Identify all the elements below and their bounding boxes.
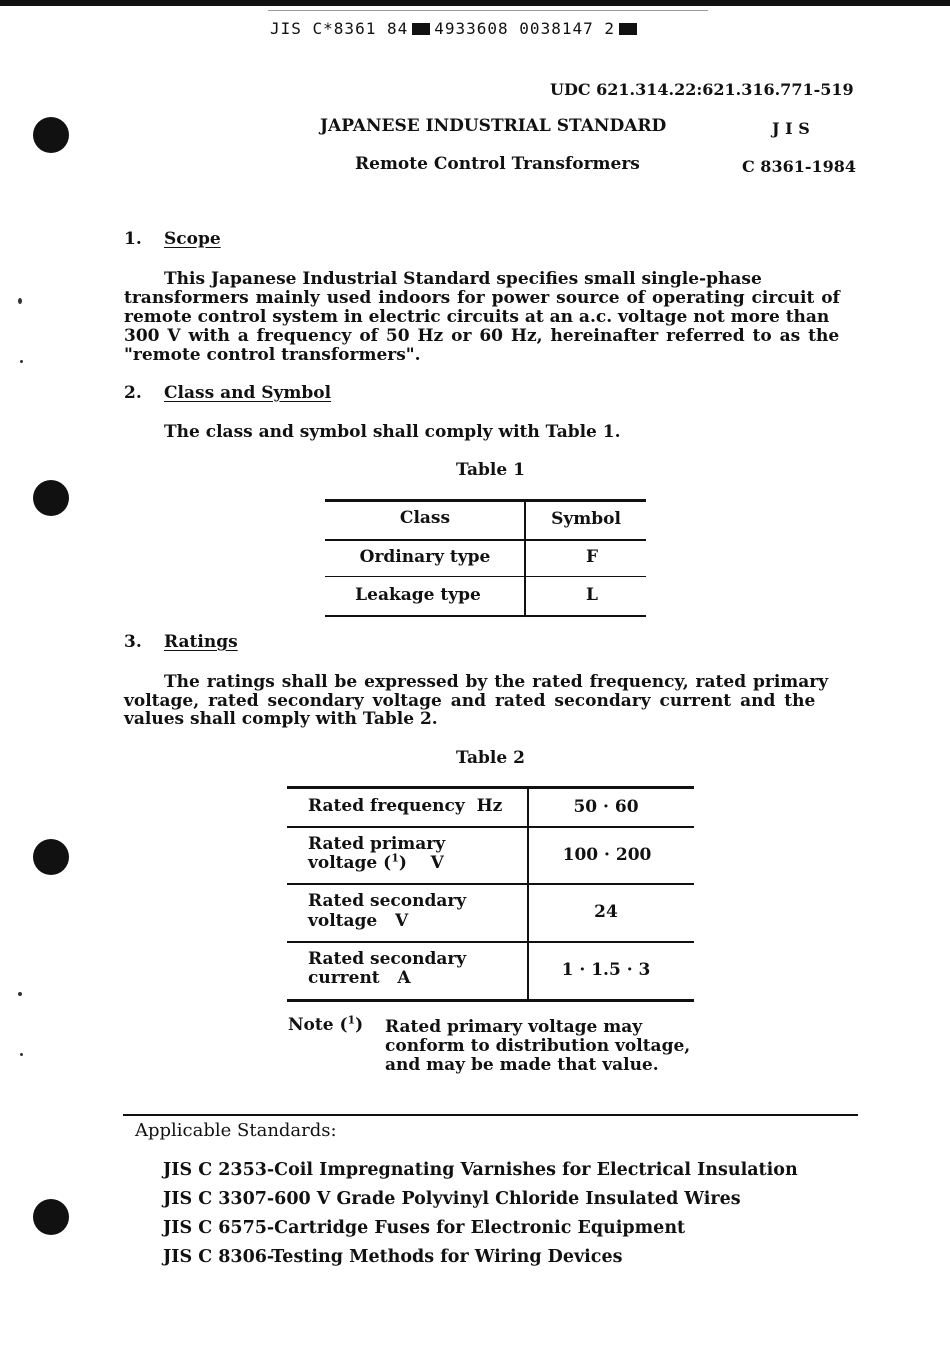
scope-line-3: remote control system in electric circuits at an a.c. voltage not more than — [124, 307, 830, 327]
table1-cell: Ordinary type — [359, 547, 491, 567]
footer-rule — [123, 1114, 858, 1116]
section-number: 1. — [124, 229, 142, 249]
table1-rule — [325, 539, 646, 541]
table2-caption: Table 2 — [456, 748, 525, 768]
table1-bottom-rule — [325, 615, 646, 617]
table2-value: 24 — [594, 902, 618, 922]
table2-note-label: Note ($^1$) — [288, 1013, 364, 1035]
udc-code: UDC 621.314.22:621.316.771-519 — [550, 80, 854, 99]
footnote-ref: 1 — [391, 851, 399, 865]
scope-line-5: "remote control transformers". — [124, 345, 421, 365]
header-code-left: JIS C*8361 84 — [270, 19, 409, 38]
table2-label: Rated secondary — [308, 949, 467, 969]
doc-title: Remote Control Transformers — [355, 154, 640, 174]
section-number: 2. — [124, 383, 142, 403]
ratings-line-1: The ratings shall be expressed by the rated frequency, rated primary — [164, 672, 829, 692]
scan-speck — [18, 298, 22, 304]
table2-label: Rated frequency Hz — [308, 796, 503, 816]
scope-line-4: 300 V with a frequency of 50 Hz or 60 Hz, hereinafter referred to as the — [124, 326, 840, 346]
applicable-item: JIS C 8306-Testing Methods for Wiring Devices — [163, 1247, 623, 1267]
ratings-line-2: voltage, rated secondary voltage and rated secondary current and the — [124, 691, 816, 711]
punch-hole — [33, 839, 69, 875]
table1-caption: Table 1 — [456, 460, 525, 480]
table2-label: Rated secondary — [308, 891, 467, 911]
note-word: Note — [288, 1015, 334, 1035]
table1-cell: L — [586, 585, 598, 605]
scope-line-2: transformers mainly used indoors for power source of operating circuit of — [124, 288, 840, 308]
table2-label: Rated primary — [308, 834, 446, 854]
applicable-title: Applicable Standards: — [135, 1120, 337, 1141]
section-title-class: Class and Symbol — [164, 383, 332, 403]
table2-rule — [287, 826, 694, 828]
table1-cell: Leakage type — [355, 585, 481, 605]
doc-number: C 8361-1984 — [742, 157, 857, 176]
scan-speck — [18, 992, 22, 996]
scan-speck — [20, 1053, 23, 1056]
scan-speck — [20, 360, 23, 363]
punch-hole — [33, 480, 69, 516]
note-line-3: and may be made that value. — [385, 1055, 659, 1075]
note-line-1: Rated primary voltage may — [385, 1017, 643, 1037]
header-code-right: 4933608 0038147 2 — [434, 19, 615, 38]
top-border — [0, 0, 950, 6]
applicable-item: JIS C 6575-Cartridge Fuses for Electronic Equipment — [163, 1218, 686, 1238]
table2-value: 100 · 200 — [562, 845, 652, 865]
table1-header-class: Class — [399, 508, 451, 528]
section-title-ratings: Ratings — [164, 632, 238, 652]
class-text: The class and symbol shall comply with Table 1. — [164, 422, 621, 442]
table2-rule — [287, 883, 694, 885]
table2-value: 50 · 60 — [573, 797, 639, 817]
table2-label-line2: voltage ($^1$) V — [308, 851, 444, 873]
applicable-item: JIS C 2353-Coil Impregnating Varnishes for Electrical Insulation — [163, 1160, 798, 1180]
standard-org: JAPANESE INDUSTRIAL STANDARD — [320, 116, 667, 136]
table1-cell: F — [585, 547, 599, 567]
punch-hole — [33, 1199, 69, 1235]
table1-header-symbol: Symbol — [551, 509, 621, 529]
table2-unit: V — [430, 853, 444, 873]
scope-line-1: This Japanese Industrial Standard specifies small single-phase — [164, 269, 762, 289]
section-number: 3. — [124, 632, 142, 652]
table2-top-rule — [287, 786, 694, 789]
table2-value: 1 · 1.5 · 3 — [561, 960, 651, 980]
jis-mark: J I S — [772, 119, 810, 138]
table1-rule — [325, 576, 646, 577]
header-block-mark — [412, 23, 430, 35]
header-code — [270, 17, 710, 41]
header-rule — [268, 10, 708, 11]
table2-bottom-rule — [287, 999, 694, 1002]
table2-label: current A — [308, 968, 411, 988]
section-title-scope: Scope — [164, 229, 221, 249]
note-line-2: conform to distribution voltage, — [385, 1036, 691, 1056]
table2-rule — [287, 941, 694, 943]
table2-label-text: voltage — [308, 853, 378, 873]
footnote-ref: 1 — [347, 1013, 356, 1027]
table2-label: voltage V — [308, 911, 409, 931]
punch-hole — [33, 117, 69, 153]
table1-top-rule — [325, 499, 646, 502]
ratings-line-3: values shall comply with Table 2. — [124, 709, 438, 729]
header-block-mark — [619, 23, 637, 35]
applicable-item: JIS C 3307-600 V Grade Polyvinyl Chloride Insulated Wires — [163, 1189, 741, 1209]
